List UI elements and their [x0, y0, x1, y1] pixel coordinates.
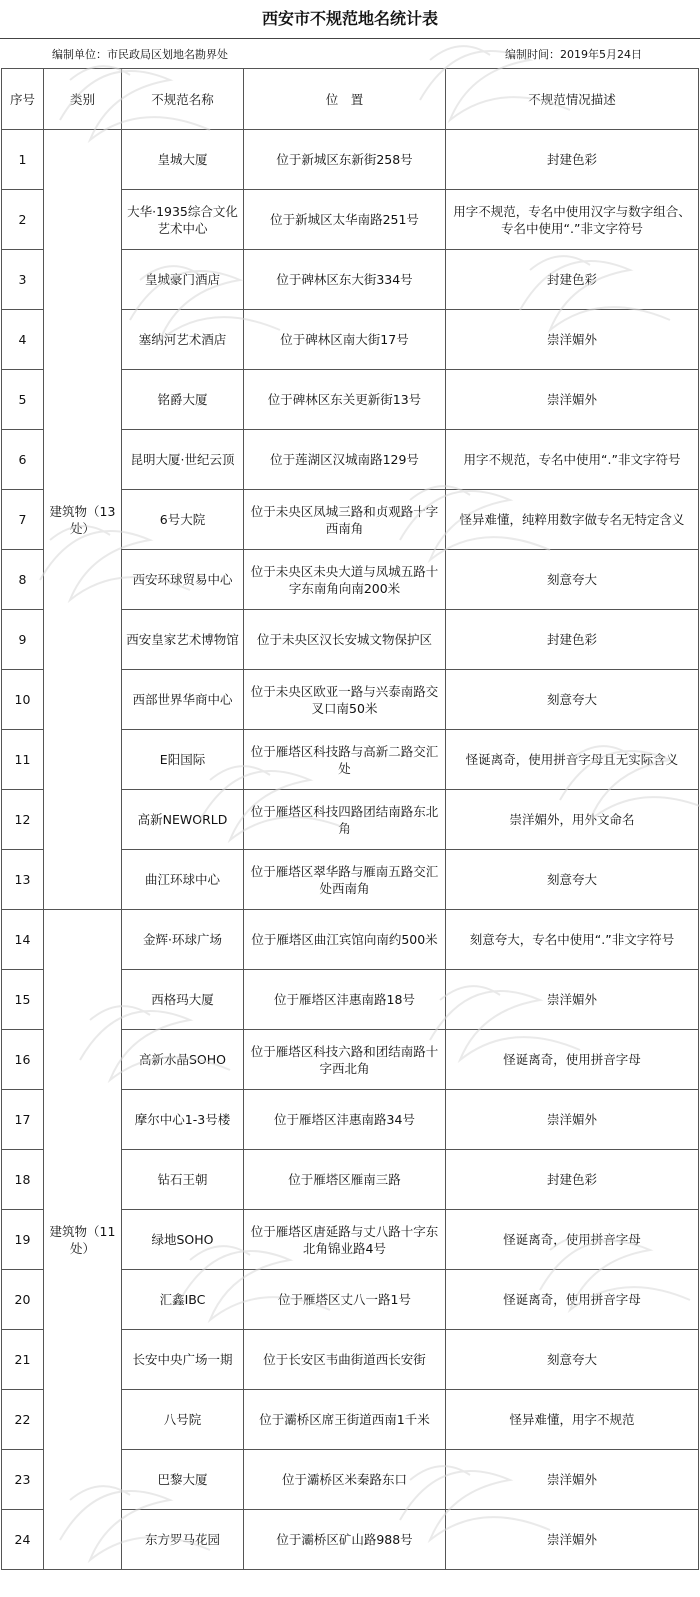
row-location: 位于新城区东新街258号: [244, 130, 446, 190]
row-seq: 15: [2, 970, 44, 1030]
row-name: 昆明大厦·世纪云顶: [122, 430, 244, 490]
row-description: 崇洋媚外: [446, 1450, 699, 1510]
row-name: 汇鑫IBC: [122, 1270, 244, 1330]
row-seq: 8: [2, 550, 44, 610]
row-seq: 16: [2, 1030, 44, 1090]
row-description: 怪诞离奇，使用拼音字母且无实际含义: [446, 730, 699, 790]
row-location: 位于未央区未央大道与凤城五路十字东南角向南200米: [244, 550, 446, 610]
row-description: 封建色彩: [446, 610, 699, 670]
row-name: 塞纳河艺术酒店: [122, 310, 244, 370]
row-location: 位于雁塔区科技路与高新二路交汇处: [244, 730, 446, 790]
row-location: 位于雁塔区沣惠南路18号: [244, 970, 446, 1030]
header-name: 不规范名称: [122, 69, 244, 130]
row-description: 刻意夸大，专名中使用“.”非文字符号: [446, 910, 699, 970]
row-location: 位于未央区汉长安城文物保护区: [244, 610, 446, 670]
row-name: 西安皇家艺术博物馆: [122, 610, 244, 670]
header-category: 类别: [44, 69, 122, 130]
table-body: [2, 130, 699, 1570]
row-category: 建筑物（11处）: [44, 910, 122, 1570]
row-name: 西格玛大厦: [122, 970, 244, 1030]
row-description: 刻意夸大: [446, 1330, 699, 1390]
row-name: 巴黎大厦: [122, 1450, 244, 1510]
row-seq: 14: [2, 910, 44, 970]
table-row: [2, 130, 699, 190]
row-description: 刻意夸大: [446, 670, 699, 730]
irregular-names-table: [1, 68, 699, 1570]
row-seq: 19: [2, 1210, 44, 1270]
row-description: 崇洋媚外: [446, 1090, 699, 1150]
header-description: 不规范情况描述: [446, 69, 699, 130]
row-location: 位于未央区凤城三路和贞观路十字西南角: [244, 490, 446, 550]
row-name: 金辉·环球广场: [122, 910, 244, 970]
table-header-row: [2, 69, 699, 130]
row-name: 西部世界华商中心: [122, 670, 244, 730]
row-location: 位于碑林区东大街334号: [244, 250, 446, 310]
row-seq: 5: [2, 370, 44, 430]
row-name: 摩尔中心1-3号楼: [122, 1090, 244, 1150]
row-description: 刻意夸大: [446, 550, 699, 610]
row-description: 怪诞离奇，使用拼音字母: [446, 1270, 699, 1330]
row-name: 曲江环球中心: [122, 850, 244, 910]
row-location: 位于碑林区东关更新街13号: [244, 370, 446, 430]
row-description: 用字不规范，专名中使用汉字与数字组合、专名中使用“.”非文字符号: [446, 190, 699, 250]
row-description: 封建色彩: [446, 250, 699, 310]
row-location: 位于雁塔区丈八一路1号: [244, 1270, 446, 1330]
row-category: 建筑物（13处）: [44, 130, 122, 910]
row-location: 位于雁塔区翠华路与雁南五路交汇处西南角: [244, 850, 446, 910]
row-name: 铭爵大厦: [122, 370, 244, 430]
row-location: 位于长安区韦曲街道西长安街: [244, 1330, 446, 1390]
row-seq: 1: [2, 130, 44, 190]
row-location: 位于灞桥区矿山路988号: [244, 1510, 446, 1570]
row-location: 位于雁塔区曲江宾馆向南约500米: [244, 910, 446, 970]
row-description: 怪诞离奇，使用拼音字母: [446, 1030, 699, 1090]
row-name: 皇城大厦: [122, 130, 244, 190]
row-description: 怪诞离奇，使用拼音字母: [446, 1210, 699, 1270]
row-location: 位于碑林区南大街17号: [244, 310, 446, 370]
row-seq: 12: [2, 790, 44, 850]
row-seq: 17: [2, 1090, 44, 1150]
row-seq: 22: [2, 1390, 44, 1450]
row-name: 高新NEWORLD: [122, 790, 244, 850]
row-seq: 6: [2, 430, 44, 490]
row-location: 位于雁塔区雁南三路: [244, 1150, 446, 1210]
header-seq: 序号: [2, 69, 44, 130]
row-name: 绿地SOHO: [122, 1210, 244, 1270]
row-seq: 10: [2, 670, 44, 730]
row-name: 钻石王朝: [122, 1150, 244, 1210]
row-location: 位于雁塔区沣惠南路34号: [244, 1090, 446, 1150]
row-location: 位于雁塔区唐延路与丈八路十字东北角锦业路4号: [244, 1210, 446, 1270]
compiling-date: 编制时间：2019年5月24日: [505, 48, 642, 61]
row-seq: 2: [2, 190, 44, 250]
row-name: 东方罗马花园: [122, 1510, 244, 1570]
row-location: 位于灞桥区席王街道西南1千米: [244, 1390, 446, 1450]
row-name: E阳国际: [122, 730, 244, 790]
row-description: 刻意夸大: [446, 850, 699, 910]
row-seq: 3: [2, 250, 44, 310]
row-description: 封建色彩: [446, 130, 699, 190]
row-name: 大华·1935综合文化艺术中心: [122, 190, 244, 250]
row-location: 位于雁塔区科技四路团结南路东北角: [244, 790, 446, 850]
row-description: 怪异难懂，用字不规范: [446, 1390, 699, 1450]
row-location: 位于莲湖区汉城南路129号: [244, 430, 446, 490]
row-seq: 11: [2, 730, 44, 790]
row-seq: 4: [2, 310, 44, 370]
page-title: 西安市不规范地名统计表: [0, 0, 700, 39]
row-description: 崇洋媚外: [446, 370, 699, 430]
row-description: 怪异难懂，纯粹用数字做专名无特定含义: [446, 490, 699, 550]
row-seq: 23: [2, 1450, 44, 1510]
row-name: 西安环球贸易中心: [122, 550, 244, 610]
row-name: 八号院: [122, 1390, 244, 1450]
row-description: 封建色彩: [446, 1150, 699, 1210]
table-row: [2, 910, 699, 970]
row-location: 位于灞桥区米秦路东口: [244, 1450, 446, 1510]
row-description: 崇洋媚外: [446, 310, 699, 370]
row-location: 位于雁塔区科技六路和团结南路十字西北角: [244, 1030, 446, 1090]
row-seq: 18: [2, 1150, 44, 1210]
row-seq: 21: [2, 1330, 44, 1390]
row-name: 皇城豪门酒店: [122, 250, 244, 310]
row-seq: 9: [2, 610, 44, 670]
row-name: 6号大院: [122, 490, 244, 550]
row-description: 用字不规范，专名中使用“.”非文字符号: [446, 430, 699, 490]
row-seq: 24: [2, 1510, 44, 1570]
row-location: 位于新城区太华南路251号: [244, 190, 446, 250]
row-seq: 20: [2, 1270, 44, 1330]
row-name: 长安中央广场一期: [122, 1330, 244, 1390]
row-location: 位于未央区欧亚一路与兴泰南路交叉口南50米: [244, 670, 446, 730]
compiling-unit: 编制单位：市民政局区划地名勘界处: [52, 48, 228, 61]
row-seq: 7: [2, 490, 44, 550]
row-name: 高新水晶SOHO: [122, 1030, 244, 1090]
row-description: 崇洋媚外，用外文命名: [446, 790, 699, 850]
row-description: 崇洋媚外: [446, 970, 699, 1030]
header-location: 位 置: [244, 69, 446, 130]
row-seq: 13: [2, 850, 44, 910]
row-description: 崇洋媚外: [446, 1510, 699, 1570]
